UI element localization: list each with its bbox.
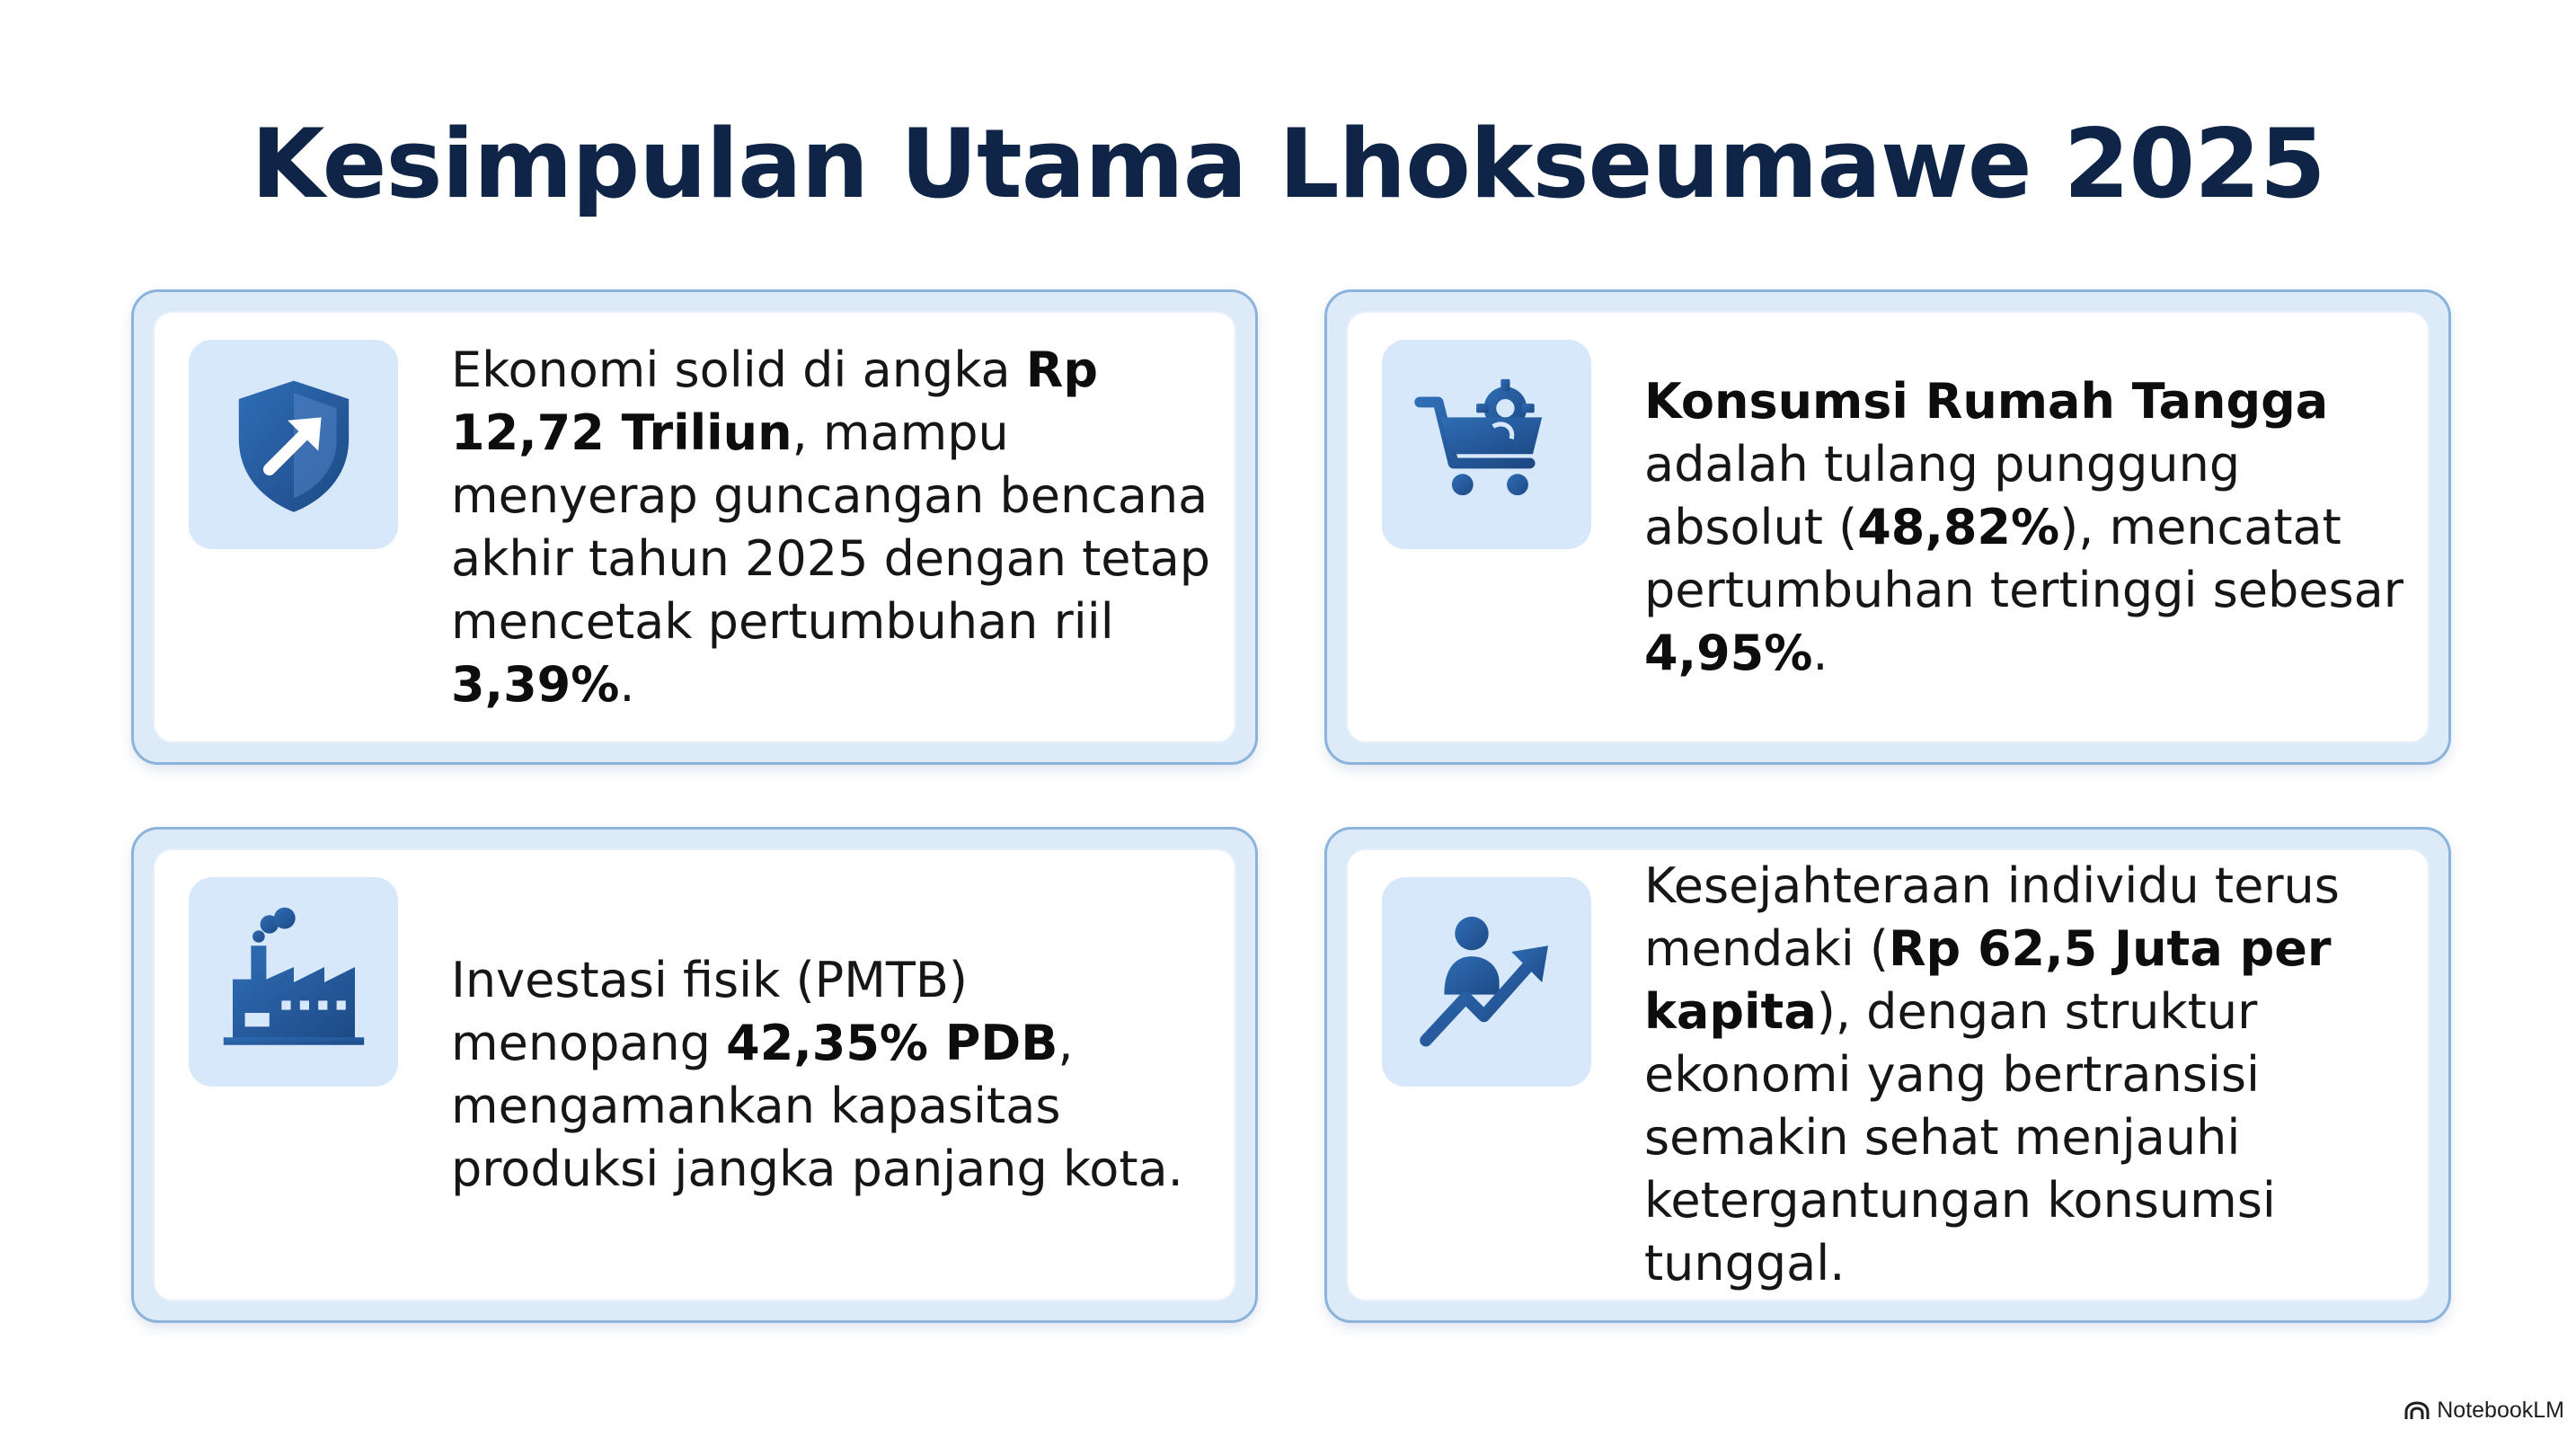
text-segment: , mengamankan kapasitas produksi jangka panjang kota.: [451, 1015, 1183, 1197]
person-growth-arrow-icon: [1411, 906, 1563, 1059]
shopping-cart-gear-icon: [1411, 368, 1563, 521]
text-segment: Kesejahteraan individu terus mendaki (: [1644, 857, 2340, 977]
text-segment: ), dengan struktur ekonomi yang bertransisi semakin sehat menjauhi ketergantungan konsumsi tunggal.: [1644, 983, 2276, 1292]
text-segment: Investasi fisik (PMTB) menopang: [451, 952, 968, 1071]
summary-card-economy: [131, 289, 1258, 765]
text-segment: .: [1812, 624, 1828, 681]
card-body: [155, 313, 1235, 741]
summary-card-welfare: [1324, 827, 2451, 1323]
highlight-value: 4,95%: [1644, 624, 1813, 681]
brand-watermark: [2403, 1398, 2564, 1424]
icon-tile: [1382, 340, 1591, 549]
factory-icon: [217, 906, 370, 1059]
card-body: [155, 850, 1235, 1300]
text-segment: .: [619, 655, 635, 713]
page-title: Kesimpulan Utama Lhokseumawe 2025: [251, 109, 2325, 219]
highlight-value: 48,82%: [1857, 498, 2060, 555]
summary-card-consumption: [1324, 289, 2451, 765]
text-segment: ), mencatat pertumbuhan tertinggi sebesar: [1644, 498, 2403, 618]
shield-arrow-icon: [217, 368, 370, 521]
text-segment: , mampu menyerap guncangan bencana akhir tahun 2025 dengan tetap mencetak pertumbuhan riil: [451, 404, 1211, 650]
summary-card-investment: [131, 827, 1258, 1323]
card-body: [1348, 313, 2428, 741]
icon-tile: [1382, 877, 1591, 1087]
highlight-value: Konsumsi Rumah Tangga: [1644, 372, 2329, 430]
card-text: [451, 313, 1218, 741]
card-text: [1644, 850, 2412, 1300]
highlight-value: Rp 62,5 Juta per kapita: [1644, 920, 2332, 1040]
highlight-value: 42,35% PDB: [726, 1015, 1058, 1071]
notebooklm-logo-icon: [2403, 1401, 2430, 1421]
brand-label: NotebookLM: [2437, 1398, 2564, 1423]
card-body: [1348, 850, 2428, 1300]
highlight-value: Rp 12,72 Triliun: [451, 341, 1099, 461]
text-segment: adalah tulang punggung absolut (: [1644, 435, 2241, 555]
card-text: [1644, 313, 2412, 741]
card-text: [451, 850, 1218, 1300]
highlight-value: 3,39%: [451, 655, 620, 713]
icon-tile: [189, 877, 398, 1087]
icon-tile: [189, 340, 398, 549]
text-segment: Ekonomi solid di angka: [451, 341, 1026, 398]
